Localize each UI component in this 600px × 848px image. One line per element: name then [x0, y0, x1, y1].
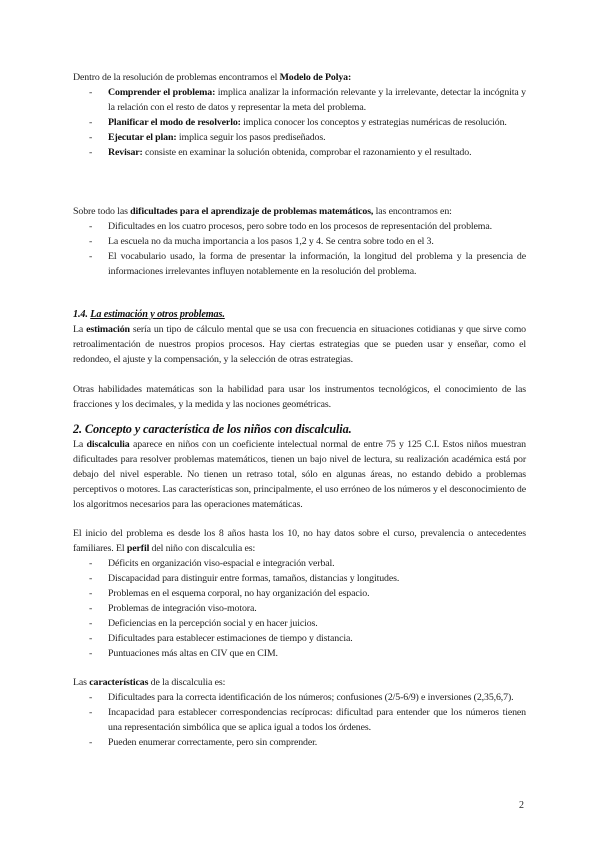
habilidades-paragraph: Otras habilidades matemáticas son la habilidad para usar los instrumentos tecnológicos, el conocimiento de las fracciones y los decimales, y la medida y las nociones geométricas. [73, 384, 526, 410]
discalculia-paragraph: La discalculia aparece en niños con un coeficiente intelectual normal de entre 75 y 125 C.I. Estos niños muestran dificultades para resolver problemas matemáticos, tienen un bajo nivel de lectura, su realización académica está por debajo del nivel esperable. No tienen un retraso total, sólo en algunas áreas, no estando debido a problemas perceptivos o motores. Las características son, principalmente, el uso erróneo de los números y el desconocimiento de los algoritmos necesarios para las operaciones matemáticas. [73, 439, 526, 510]
section-1-4-heading: 1.4. La estimación y otros problemas. [73, 309, 225, 320]
dificultades-section [73, 204, 526, 279]
perfil-list [73, 556, 526, 661]
section-2 [73, 421, 526, 750]
list-item: - Problemas en el esquema corporal, no hay organización del espacio. [89, 588, 370, 599]
list-item: - Revisar: consiste en examinar la solución obtenida, comprobar el razonamiento y el resultado. [89, 147, 472, 158]
polya-section [73, 70, 526, 160]
list-item: - La escuela no da mucha importancia a los pasos 1,2 y 4. Se centra sobre todo en el 3. [89, 236, 434, 247]
polya-list [73, 85, 526, 160]
list-item: - Dificultades para establecer estimaciones de tiempo y distancia. [89, 633, 353, 644]
section-2-heading: 2. Concepto y característica de los niños con discalculia. [73, 422, 352, 436]
caracteristicas-intro: Las características de la discalculia es: [73, 677, 226, 688]
list-item: - Déficits en organización viso-espacial e integración verbal. [89, 558, 335, 569]
list-item: - Planificar el modo de resolverlo: implica conocer los conceptos y estrategias numéricas de resolución. [89, 117, 507, 128]
list-item: - Incapacidad para establecer correspondencias recíprocas: dificultad para entender que los números tienen una representación simbólica que se aplica igual a todos los órdenes. [89, 707, 526, 733]
list-item: - Pueden enumerar correctamente, pero sin comprender. [89, 737, 318, 748]
list-item: - El vocabulario usado, la forma de presentar la información, la longitud del problema y la presencia de informaciones irrelevantes influyen notablemente en la resolución del problema. [89, 251, 526, 277]
list-item: - Dificultades en los cuatro procesos, pero sobre todo en los procesos de representación del problema. [89, 221, 492, 232]
estimacion-paragraph: La estimación sería un tipo de cálculo mental que se usa con frecuencia en situaciones cotidianas y que sirve como retroalimentación de nuestros propios procesos. Hay ciertas estrategias que se pueden usar y enseñar, como el redondeo, el ajuste y la compensación, y la selección de otras estrategias. [73, 324, 526, 365]
polya-intro: Dentro de la resolución de problemas encontramos el Modelo de Polya: [73, 72, 352, 83]
dificultades-intro: Sobre todo las dificultades para el aprendizaje de problemas matemáticos, las encontramos en: [73, 206, 452, 217]
list-item: - Problemas de integración viso-motora. [89, 603, 257, 614]
list-item: - Puntuaciones más altas en CIV que en CIM. [89, 648, 278, 659]
list-item: - Ejecutar el plan: implica seguir los pasos prediseñados. [89, 132, 326, 143]
page-number: 2 [519, 800, 524, 811]
list-item: - Deficiencias en la percepción social y en hacer juicios. [89, 618, 318, 629]
section-1-4 [73, 307, 526, 412]
list-item: - Discapacidad para distinguir entre formas, tamaños, distancias y longitudes. [89, 573, 400, 584]
perfil-paragraph: El inicio del problema es desde los 8 años hasta los 10, no hay datos sobre el curso, prevalencia o antecedentes familiares. El perfil del niño con discalculia es: [73, 528, 526, 554]
list-item: - Dificultades para la correcta identificación de los números; confusiones (2/5-6/9) e inversiones (2,35,6,7). [89, 692, 514, 703]
dificultades-list [73, 219, 526, 279]
caracteristicas-list [73, 690, 526, 750]
list-item: - Comprender el problema: implica analizar la información relevante y la irrelevante, detectar la incógnita y la relación con el resto de datos y representar la meta del problema. [89, 87, 526, 113]
